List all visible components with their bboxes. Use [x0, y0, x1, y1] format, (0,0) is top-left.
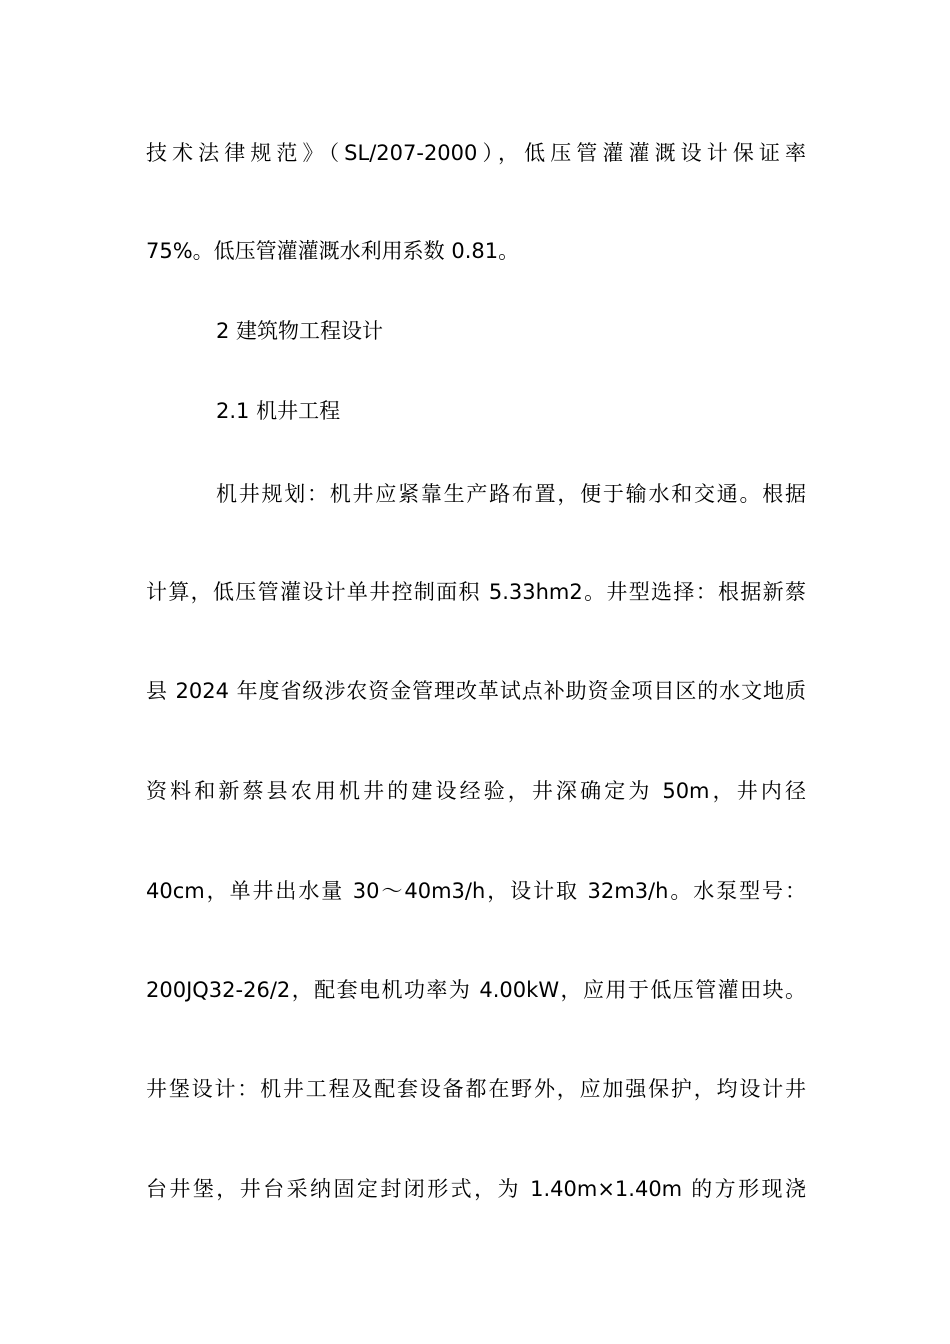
section-heading: 2 建筑物工程设计 [216, 319, 384, 343]
paragraph-line-4: 计算，低压管灌设计单井控制面积 5.33hm2。井型选择：根据新蔡 [146, 580, 806, 604]
paragraph-line-7: 40cm，单井出水量 30～40m3/h，设计取 32m3/h。水泵型号： [146, 879, 806, 903]
paragraph-line-8: 200JQ32-26/2，配套电机功率为 4.00kW，应用于低压管灌田块。 [146, 978, 806, 1002]
paragraph-line-2: 75%。低压管灌灌溉水利用系数 0.81。 [146, 239, 520, 263]
paragraph-line-3: 机井规划：机井应紧靠生产路布置，便于输水和交通。根据 [216, 482, 806, 506]
subsection-heading: 2.1 机井工程 [216, 399, 341, 423]
paragraph-line-10: 台井堡，井台采纳固定封闭形式，为 1.40m×1.40m 的方形现浇 [146, 1177, 806, 1201]
paragraph-line-6: 资料和新蔡县农用机井的建设经验，井深确定为 50m，井内径 [146, 779, 806, 803]
paragraph-line-5: 县 2024 年度省级涉农资金管理改革试点补助资金项目区的水文地质 [146, 679, 806, 703]
paragraph-line-9: 井堡设计：机井工程及配套设备都在野外，应加强保护，均设计井 [146, 1077, 806, 1101]
paragraph-line-1: 技术法律规范》（SL/207-2000），低压管灌灌溉设计保证率 [146, 141, 806, 165]
